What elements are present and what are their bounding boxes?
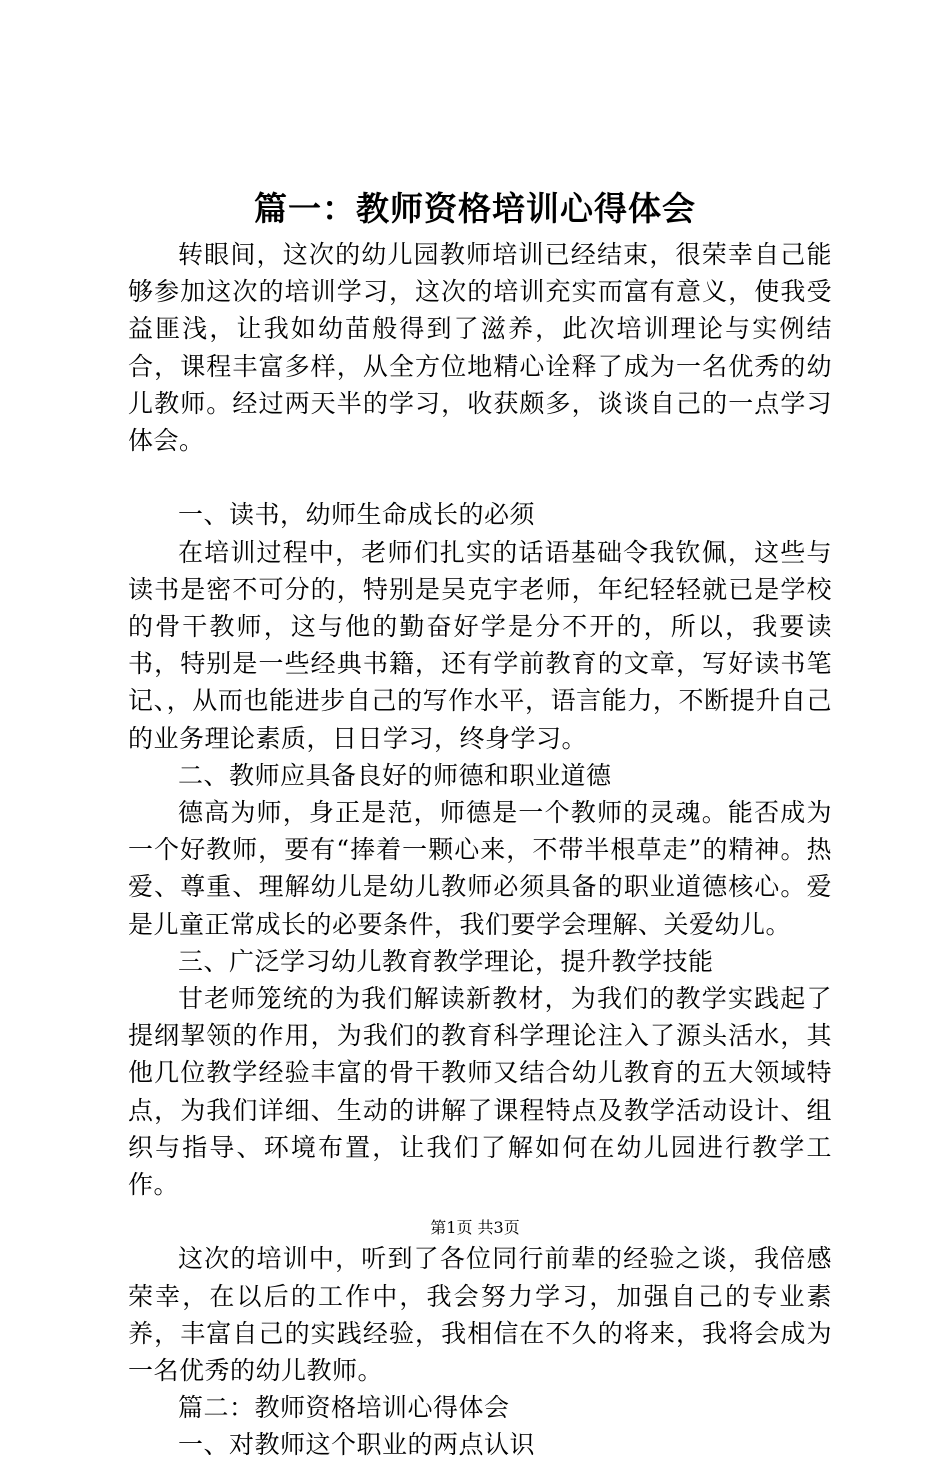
part-two-heading: 篇二：教师资格培训心得体会 — [178, 1393, 510, 1423]
document-title: 篇一：教师资格培训心得体会 — [254, 189, 696, 228]
conclusion-paragraph: 这次的培训中，听到了各位同行前辈的经验之谈，我倍感荣幸，在以后的工作中，我会努力学习，加强自己的专业素养，丰富自己的实践经验，我相信在不久的将来，我将会成为一名优秀的幼儿教师。 — [128, 1244, 832, 1386]
intro-paragraph: 转眼间，这次的幼儿园教师培训已经结束，很荣幸自己能够参加这次的培训学习，这次的培训充实而富有意义，使我受益匪浅，让我如幼苗般得到了滋养，此次培训理论与实例结合，课程丰富多样，从全方位地精心诠释了成为一名优秀的幼儿教师。经过两天半的学习，收获颇多，谈谈自己的一点学习体会。 — [128, 240, 832, 456]
section-heading-reading: 一、读书，幼师生命成长的必须 — [178, 500, 536, 530]
section-heading-theory: 三、广泛学习幼儿教育教学理论，提升教学技能 — [178, 946, 714, 976]
theory-paragraph: 甘老师笼统的为我们解读新教材，为我们的教学实践起了提纲挈领的作用，为我们的教育科学理论注入了源头活水，其他几位教学经验丰富的骨干教师又结合幼儿教育的五大领域特点，为我们详细、生动的讲解了课程特点及教学活动设计、组织与指导、环境布置，让我们了解如何在幼儿园进行教学工作。 — [128, 984, 832, 1200]
section-heading-ethics: 二、教师应具备良好的师德和职业道德 — [178, 760, 612, 790]
ethics-paragraph: 德高为师，身正是范，师德是一个教师的灵魂。能否成为一个好教师，要有“捧着一颗心来，不带半根草走”的精神。热爱、尊重、理解幼儿是幼儿教师必须具备的职业道德核心。爱是儿童正常成长的必要条件，我们要学会理解、关爱幼儿。 — [128, 798, 832, 939]
reading-paragraph: 在培训过程中，老师们扎实的话语基础令我钦佩，这些与读书是密不可分的，特别是吴克宇老师，年纪轻轻就已是学校的骨干教师，这与他的勤奋好学是分不开的，所以，我要读书，特别是一些经典书籍，还有学前教育的文章，写好读书笔记、，从而也能进步自己的写作水平，语言能力，不断提升自己的业务理论素质，日日学习，终身学习。 — [128, 537, 832, 753]
document-body — [128, 236, 832, 1464]
page-number-footer: 第1页 共3页 — [430, 1218, 520, 1237]
part-two-section-heading: 一、对教师这个职业的两点认识 — [178, 1430, 536, 1460]
